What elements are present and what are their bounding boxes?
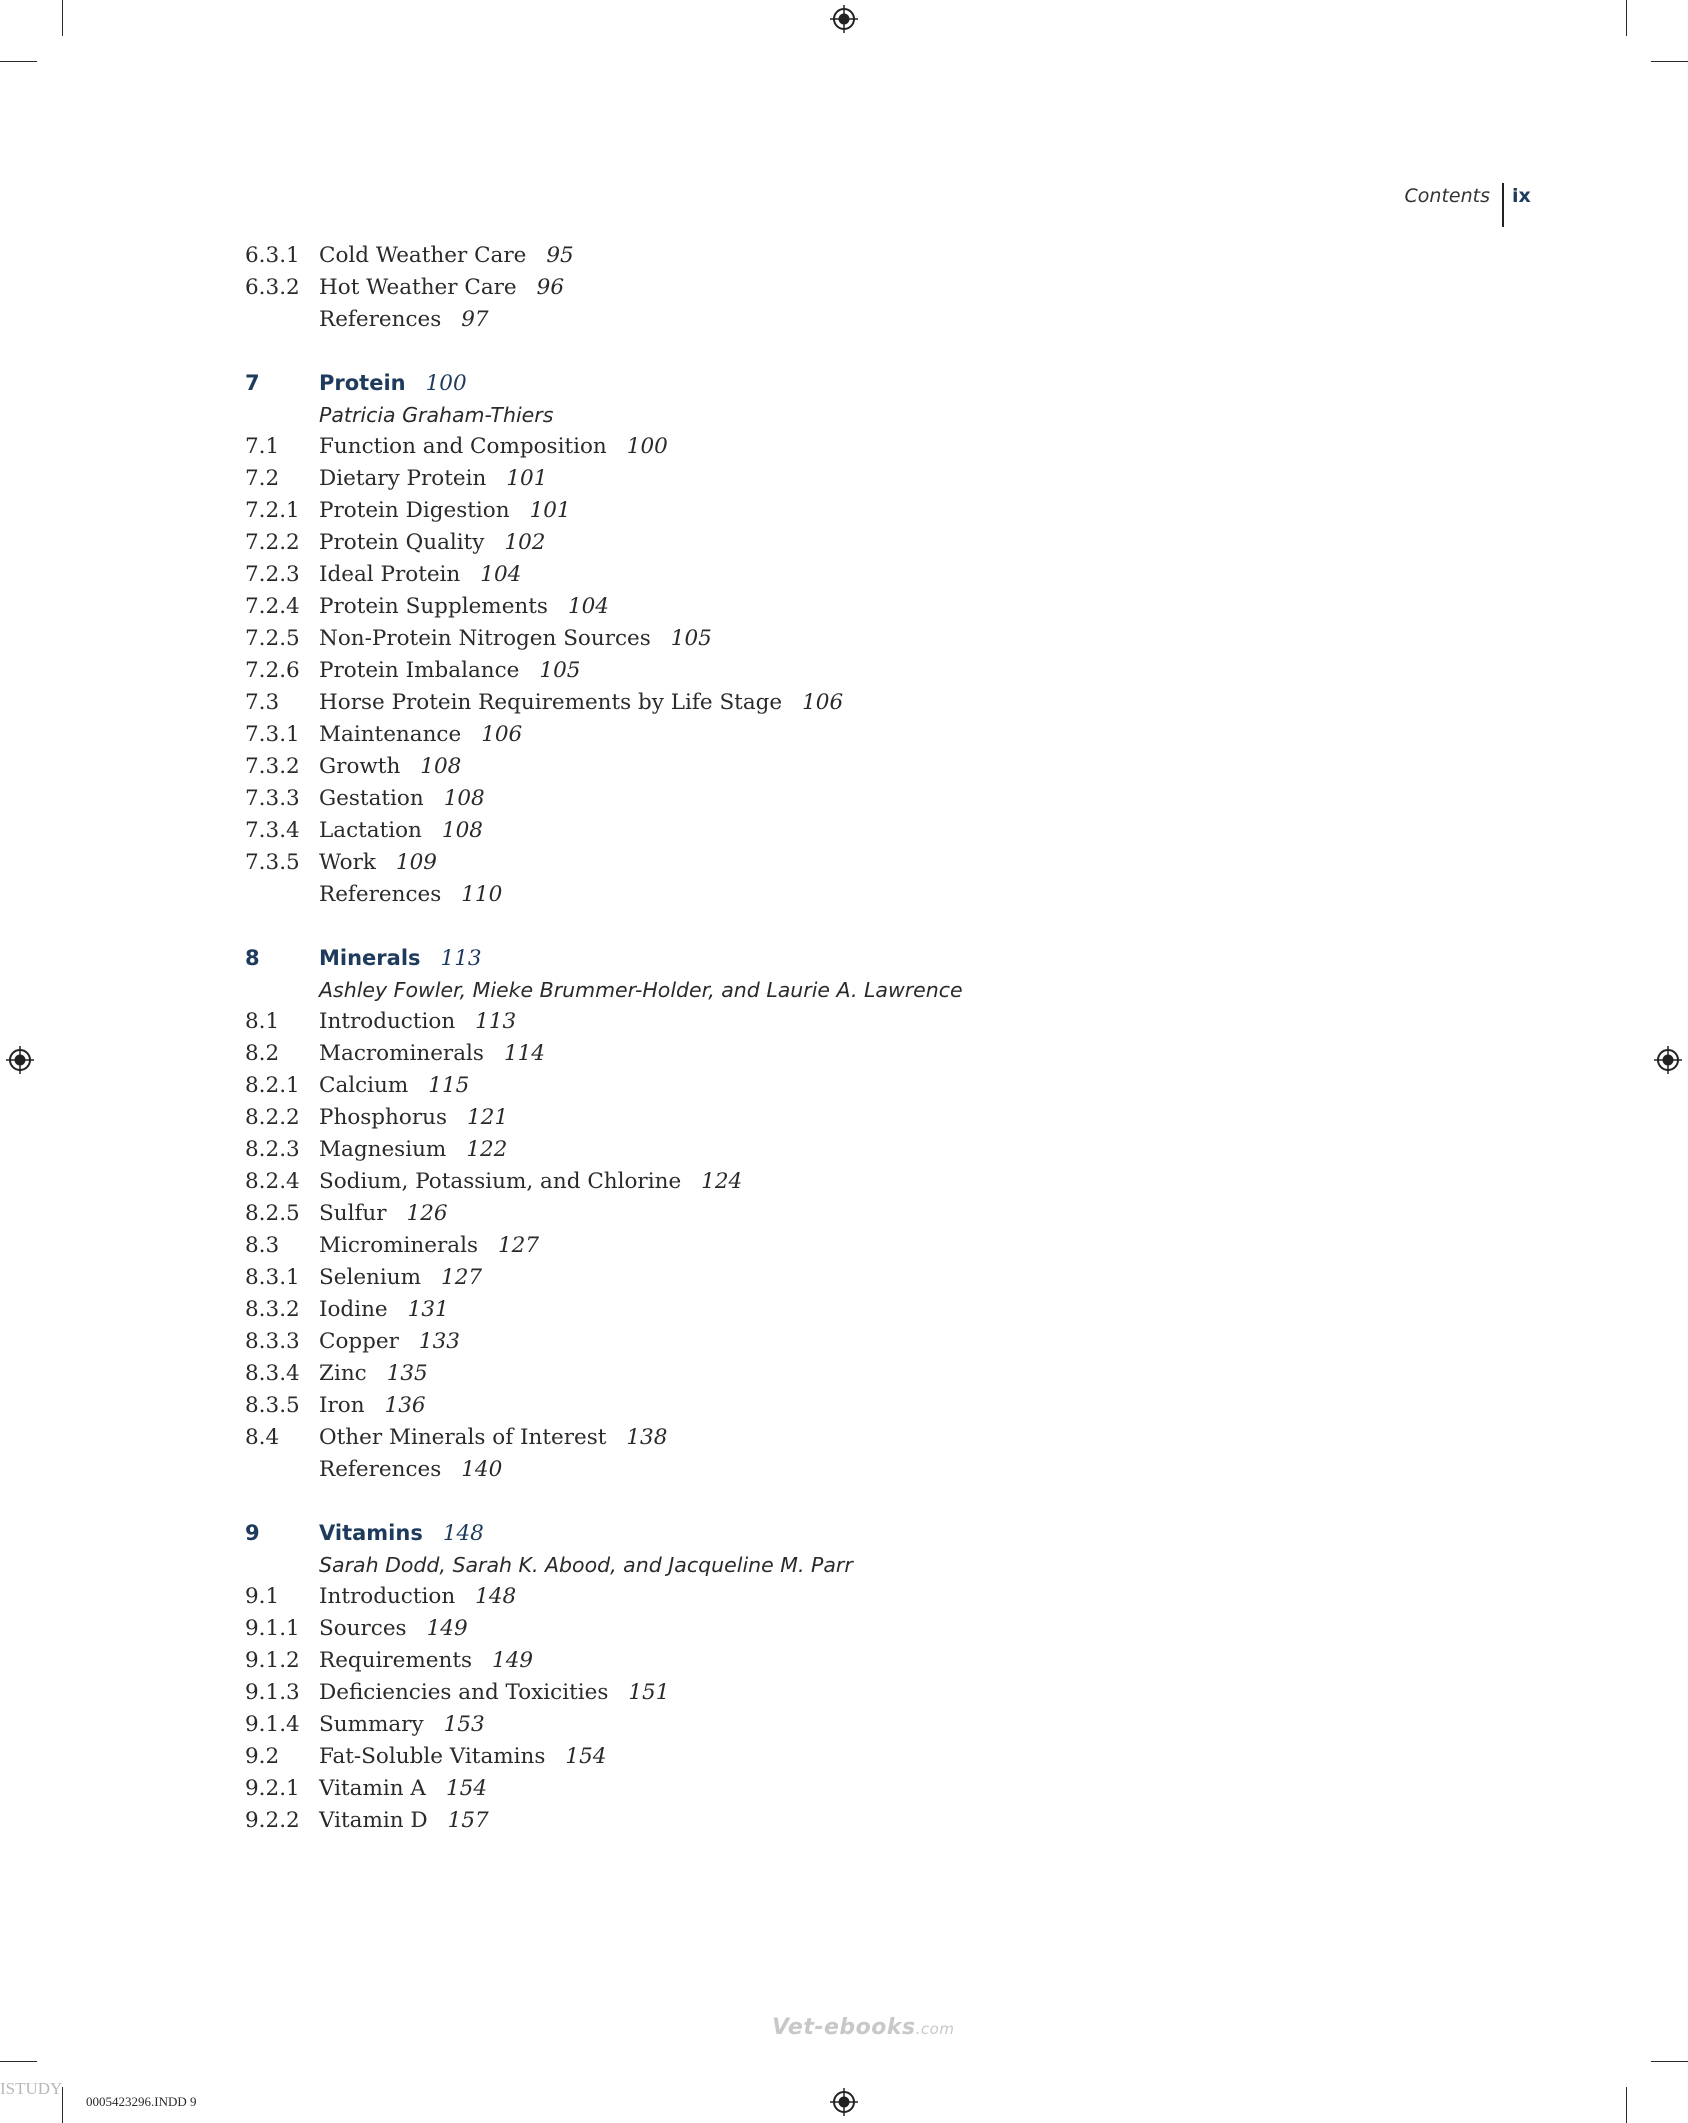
section-number: 8 — [245, 946, 260, 970]
page-number: 153 — [443, 1712, 485, 1737]
section-title: Fat-Soluble Vitamins — [319, 1744, 546, 1769]
toc-entry — [245, 1038, 1445, 1070]
crop-mark-top-right-h — [1651, 61, 1688, 62]
section-number: 7 — [245, 371, 260, 395]
page-number: 138 — [626, 1425, 668, 1450]
istudy-stamp: ISTUDY — [0, 2079, 63, 2098]
toc-entry — [245, 1166, 1445, 1198]
section-number: 9.1 — [245, 1584, 280, 1609]
section-number: 7.3 — [245, 690, 280, 715]
toc-entry — [245, 1198, 1445, 1230]
page-number: 106 — [802, 690, 844, 715]
page-number: 105 — [670, 626, 712, 651]
page-number: 104 — [567, 594, 609, 619]
section-title: Function and Composition — [319, 434, 607, 459]
page-number: 115 — [428, 1073, 470, 1098]
crop-mark-bottom-right-h — [1651, 2061, 1688, 2062]
section-number: 9 — [245, 1521, 260, 1545]
toc-entry — [245, 1454, 1445, 1486]
page-number: 113 — [440, 946, 482, 971]
section-title: Vitamin D — [319, 1808, 428, 1833]
section-title: Gestation — [319, 786, 424, 811]
toc-entry — [245, 240, 1445, 272]
page-number: 97 — [461, 307, 489, 332]
section-title: Growth — [319, 754, 401, 779]
toc-entry — [245, 1613, 1445, 1645]
page-number: 104 — [480, 562, 522, 587]
section-title: Protein Imbalance — [319, 658, 520, 683]
section-number: 8.3.2 — [245, 1297, 300, 1322]
file-slug: 0005423296.INDD 9 — [86, 2094, 197, 2109]
toc-entry — [245, 719, 1445, 751]
section-title: Calcium — [319, 1073, 409, 1098]
authors-text: Patricia Graham-Thiers — [319, 403, 554, 427]
page-number: 148 — [475, 1584, 517, 1609]
page-number: 148 — [442, 1521, 484, 1546]
section-title: Selenium — [319, 1265, 422, 1290]
section-number: 8.2.3 — [245, 1137, 300, 1162]
section-number: 8.1 — [245, 1009, 280, 1034]
section-title: Copper — [319, 1329, 399, 1354]
page-number: 126 — [406, 1201, 448, 1226]
toc-entry — [245, 1294, 1445, 1326]
page-number: 114 — [503, 1041, 545, 1066]
section-title: References — [319, 1457, 442, 1482]
running-header — [0, 183, 1688, 227]
chapter-authors — [245, 974, 1445, 1006]
section-title: Microminerals — [319, 1233, 478, 1258]
section-number: 9.2 — [245, 1744, 280, 1769]
toc-entry — [245, 495, 1445, 527]
chapter-authors — [245, 1549, 1445, 1581]
page-number: 127 — [498, 1233, 540, 1258]
page-number: 100 — [626, 434, 668, 459]
section-title: Macrominerals — [319, 1041, 484, 1066]
page-number: 124 — [701, 1169, 743, 1194]
page-number: 149 — [492, 1648, 534, 1673]
page-number: 140 — [461, 1457, 503, 1482]
section-title: Cold Weather Care — [319, 243, 527, 268]
section-number: 8.3.5 — [245, 1393, 300, 1418]
section-title: Minerals — [319, 946, 421, 970]
section-number: 8.2.4 — [245, 1169, 300, 1194]
chapter-heading — [245, 1517, 1445, 1549]
page-number: 127 — [441, 1265, 483, 1290]
toc-entry — [245, 655, 1445, 687]
running-head-title: Contents — [1404, 185, 1490, 207]
section-title: Magnesium — [319, 1137, 447, 1162]
toc-entry — [245, 272, 1445, 304]
toc-entry — [245, 879, 1445, 911]
section-title: Ideal Protein — [319, 562, 461, 587]
page-number: 109 — [395, 850, 437, 875]
section-title: Deficiencies and Toxicities — [319, 1680, 609, 1705]
crop-mark-top-left-v — [62, 0, 63, 36]
page-number: 96 — [536, 275, 565, 300]
page-number: 154 — [565, 1744, 607, 1769]
page-number: 133 — [418, 1329, 460, 1354]
page-folio: ix — [1512, 185, 1531, 207]
crop-mark-top-right-v — [1626, 0, 1627, 36]
registration-mark-bottom-icon — [829, 2087, 859, 2117]
page-number: 136 — [384, 1393, 426, 1418]
page-number: 110 — [461, 882, 503, 907]
section-number: 8.3 — [245, 1233, 280, 1258]
page-number: 135 — [386, 1361, 428, 1386]
page-number: 108 — [420, 754, 462, 779]
toc-entry — [245, 623, 1445, 655]
section-number: 7.3.1 — [245, 722, 300, 747]
section-title: Vitamins — [319, 1521, 423, 1545]
section-title: Hot Weather Care — [319, 275, 517, 300]
section-title: Dietary Protein — [319, 466, 487, 491]
toc-entry — [245, 1709, 1445, 1741]
toc-entry — [245, 847, 1445, 879]
section-title: Summary — [319, 1712, 424, 1737]
section-number: 7.2.5 — [245, 626, 300, 651]
section-title: Introduction — [319, 1009, 456, 1034]
section-number: 7.2.4 — [245, 594, 300, 619]
registration-mark-top-icon — [829, 4, 859, 34]
section-title: Sulfur — [319, 1201, 387, 1226]
toc-entry — [245, 1805, 1445, 1837]
section-number: 7.2 — [245, 466, 280, 491]
toc-entry — [245, 1102, 1445, 1134]
toc-entry — [245, 1262, 1445, 1294]
registration-mark-left-icon — [5, 1045, 35, 1075]
section-title: Protein — [319, 371, 406, 395]
section-title: Iodine — [319, 1297, 388, 1322]
toc-entry — [245, 1390, 1445, 1422]
toc-entry — [245, 527, 1445, 559]
authors-text: Sarah Dodd, Sarah K. Abood, and Jacqueline M. Parr — [319, 1553, 853, 1577]
toc-entry — [245, 1741, 1445, 1773]
toc-entry — [245, 783, 1445, 815]
page-number: 149 — [426, 1616, 468, 1641]
toc-entry — [245, 1358, 1445, 1390]
section-title: Maintenance — [319, 722, 462, 747]
section-number: 7.3.3 — [245, 786, 300, 811]
page-number: 100 — [425, 371, 467, 396]
toc-entry — [245, 559, 1445, 591]
section-number: 7.3.2 — [245, 754, 300, 779]
toc-entry — [245, 1006, 1445, 1038]
toc-entry — [245, 1070, 1445, 1102]
section-title: Protein Supplements — [319, 594, 548, 619]
section-title: References — [319, 307, 442, 332]
section-number: 8.2.2 — [245, 1105, 300, 1130]
toc-entry — [245, 463, 1445, 495]
section-number: 7.2.2 — [245, 530, 300, 555]
section-title: Iron — [319, 1393, 365, 1418]
chapter-heading — [245, 942, 1445, 974]
crop-mark-top-left-h — [0, 61, 37, 62]
chapter-authors — [245, 399, 1445, 431]
page-number: 113 — [475, 1009, 517, 1034]
section-title: Horse Protein Requirements by Life Stage — [319, 690, 783, 715]
table-of-contents — [245, 240, 1445, 1837]
section-number: 9.2.2 — [245, 1808, 300, 1833]
page-number: 131 — [407, 1297, 449, 1322]
registration-mark-right-icon — [1653, 1045, 1683, 1075]
toc-entry — [245, 304, 1445, 336]
toc-entry — [245, 431, 1445, 463]
page-number: 102 — [504, 530, 546, 555]
section-number: 7.1 — [245, 434, 280, 459]
toc-entry — [245, 687, 1445, 719]
toc-entry — [245, 1422, 1445, 1454]
page-number: 101 — [529, 498, 571, 523]
page-number: 122 — [466, 1137, 508, 1162]
toc-entry — [245, 815, 1445, 847]
section-title: References — [319, 882, 442, 907]
section-title: Non-Protein Nitrogen Sources — [319, 626, 651, 651]
section-title: Sodium, Potassium, and Chlorine — [319, 1169, 682, 1194]
page-number: 108 — [441, 818, 483, 843]
section-number: 8.3.1 — [245, 1265, 300, 1290]
section-number: 7.3.4 — [245, 818, 300, 843]
toc-entry — [245, 1581, 1445, 1613]
toc-entry — [245, 1230, 1445, 1262]
page-number: 108 — [443, 786, 485, 811]
page-number: 151 — [628, 1680, 670, 1705]
page-number: 157 — [447, 1808, 489, 1833]
section-title: Lactation — [319, 818, 422, 843]
section-number: 8.3.3 — [245, 1329, 300, 1354]
section-title: Introduction — [319, 1584, 456, 1609]
section-title: Phosphorus — [319, 1105, 448, 1130]
crop-mark-bottom-right-v — [1626, 2087, 1627, 2123]
page-number: 101 — [506, 466, 548, 491]
toc-entry — [245, 1134, 1445, 1166]
section-number: 8.2.1 — [245, 1073, 300, 1098]
section-title: Other Minerals of Interest — [319, 1425, 607, 1450]
section-number: 8.2.5 — [245, 1201, 300, 1226]
section-number: 8.4 — [245, 1425, 280, 1450]
section-title: Zinc — [319, 1361, 367, 1386]
toc-entry — [245, 1645, 1445, 1677]
section-number: 9.2.1 — [245, 1776, 300, 1801]
section-title: Vitamin A — [319, 1776, 426, 1801]
page-number: 106 — [481, 722, 523, 747]
toc-entry — [245, 591, 1445, 623]
section-number: 9.1.1 — [245, 1616, 300, 1641]
section-number: 7.2.6 — [245, 658, 300, 683]
section-number: 6.3.2 — [245, 275, 300, 300]
toc-entry — [245, 1677, 1445, 1709]
watermark-logo: Vet-ebooks.com — [772, 2015, 955, 2040]
section-number: 8.3.4 — [245, 1361, 300, 1386]
section-number: 6.3.1 — [245, 243, 300, 268]
section-number: 7.3.5 — [245, 850, 300, 875]
section-number: 7.2.3 — [245, 562, 300, 587]
crop-mark-bottom-left-h — [0, 2061, 37, 2062]
section-number: 9.1.4 — [245, 1712, 300, 1737]
section-number: 7.2.1 — [245, 498, 300, 523]
toc-entry — [245, 1326, 1445, 1358]
section-number: 8.2 — [245, 1041, 280, 1066]
header-divider — [1502, 183, 1504, 227]
section-title: Sources — [319, 1616, 407, 1641]
section-title: Work — [319, 850, 376, 875]
chapter-heading — [245, 367, 1445, 399]
page-number: 121 — [467, 1105, 509, 1130]
section-number: 9.1.3 — [245, 1680, 300, 1705]
page-number: 105 — [539, 658, 581, 683]
toc-entry — [245, 751, 1445, 783]
page-number: 95 — [546, 243, 574, 268]
section-number: 9.1.2 — [245, 1648, 300, 1673]
authors-text: Ashley Fowler, Mieke Brummer-Holder, and Laurie A. Lawrence — [319, 978, 963, 1002]
section-title: Protein Quality — [319, 530, 485, 555]
page-number: 154 — [445, 1776, 488, 1801]
section-title: Protein Digestion — [319, 498, 510, 523]
toc-entry — [245, 1773, 1445, 1805]
section-title: Requirements — [319, 1648, 473, 1673]
